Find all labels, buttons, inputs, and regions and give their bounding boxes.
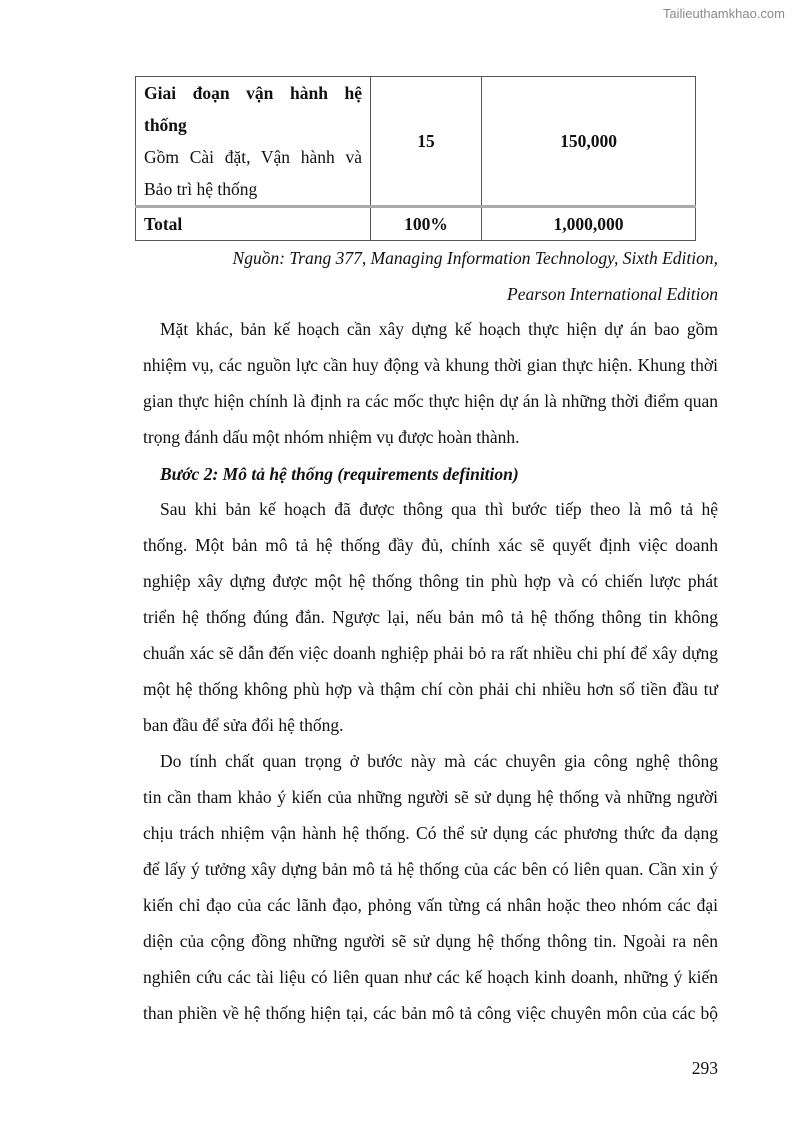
text-line: Mặt khác, bản kế hoạch cần xây dựng kế hoạch thực hiện dự án bao gồm: [160, 319, 718, 339]
page-number: 293: [691, 1058, 718, 1078]
text-line: thống. Một bản mô tả hệ thống đầy đủ, chính xác sẽ quyết định việc doanh: [143, 535, 718, 555]
text-line: gian thực hiện chính là định ra các mốc thực hiện dự án là những thời điểm quan: [143, 391, 718, 411]
total-label: Total: [136, 207, 371, 241]
source-caption: Nguồn: Trang 377, Managing Information Technology, Sixth Edition,: [232, 248, 718, 268]
table-row: [136, 77, 696, 207]
cost-cell: 150,000: [482, 77, 696, 207]
source-caption-cont: Pearson International Edition: [507, 284, 718, 304]
text-line: một hệ thống không phù hợp và thậm chí còn phải chi nhiều hơn số tiền đầu tư: [143, 679, 718, 699]
text-line: ban đầu để sửa đổi hệ thống.: [143, 715, 344, 735]
phase-description-cont: Bảo trì hệ thống: [144, 179, 258, 199]
text-line: nghiên cứu các tài liệu có liên quan như các kế hoạch kinh doanh, những ý kiến: [143, 967, 718, 987]
section-heading: Bước 2: Mô tả hệ thống (requirements definition): [160, 464, 519, 484]
text-line: triển hệ thống đúng đắn. Ngược lại, nếu bản mô tả hệ thống thông tin không: [143, 607, 718, 627]
phase-title: Giai đoạn vận hành hệ: [144, 83, 362, 103]
phase-description: Gồm Cài đặt, Vận hành và: [144, 147, 362, 167]
text-line: Do tính chất quan trọng ở bước này mà các chuyên gia công nghệ thông: [160, 751, 718, 771]
text-line: diện của cộng đồng những người sẽ sử dụng hệ thống thông tin. Ngoài ra nên: [143, 931, 718, 951]
total-percent: 100%: [371, 207, 482, 241]
text-line: tin cần tham khảo ý kiến của những người sẽ sử dụng hệ thống và những người: [143, 787, 718, 807]
cost-table: [135, 76, 696, 241]
percent-cell: 15: [371, 77, 482, 207]
text-line: chuẩn xác sẽ dẫn đến việc doanh nghiệp phải bỏ ra rất nhiều chi phí để xây dựng: [143, 643, 718, 663]
text-line: kiến chỉ đạo của các lãnh đạo, phỏng vấn từng cá nhân hoặc theo nhóm các đại: [143, 895, 718, 915]
total-row: [136, 207, 696, 241]
total-cost: 1,000,000: [482, 207, 696, 241]
phase-cell: [136, 77, 371, 207]
text-line: trọng đánh dấu một nhóm nhiệm vụ được hoàn thành.: [143, 427, 520, 447]
watermark: Tailieuthamkhao.com: [662, 6, 785, 21]
text-line: nhiệm vụ, các nguồn lực cần huy động và khung thời gian thực hiện. Khung thời: [143, 355, 718, 375]
text-line: than phiền về hệ thống hiện tại, các bản mô tả công việc chuyên môn của các bộ: [143, 1003, 718, 1023]
text-line: nghiệp xây dựng được một hệ thống thông tin phù hợp và có chiến lược phát: [143, 571, 718, 591]
text-line: để lấy ý tưởng xây dựng bản mô tả hệ thống của các bên có liên quan. Cần xin ý: [143, 859, 718, 879]
text-line: Sau khi bản kế hoạch đã được thông qua thì bước tiếp theo là mô tả hệ: [160, 499, 718, 519]
phase-title-cont: thống: [144, 115, 187, 135]
text-line: chịu trách nhiệm vận hành hệ thống. Có thể sử dụng các phương thức đa dạng: [143, 823, 718, 843]
